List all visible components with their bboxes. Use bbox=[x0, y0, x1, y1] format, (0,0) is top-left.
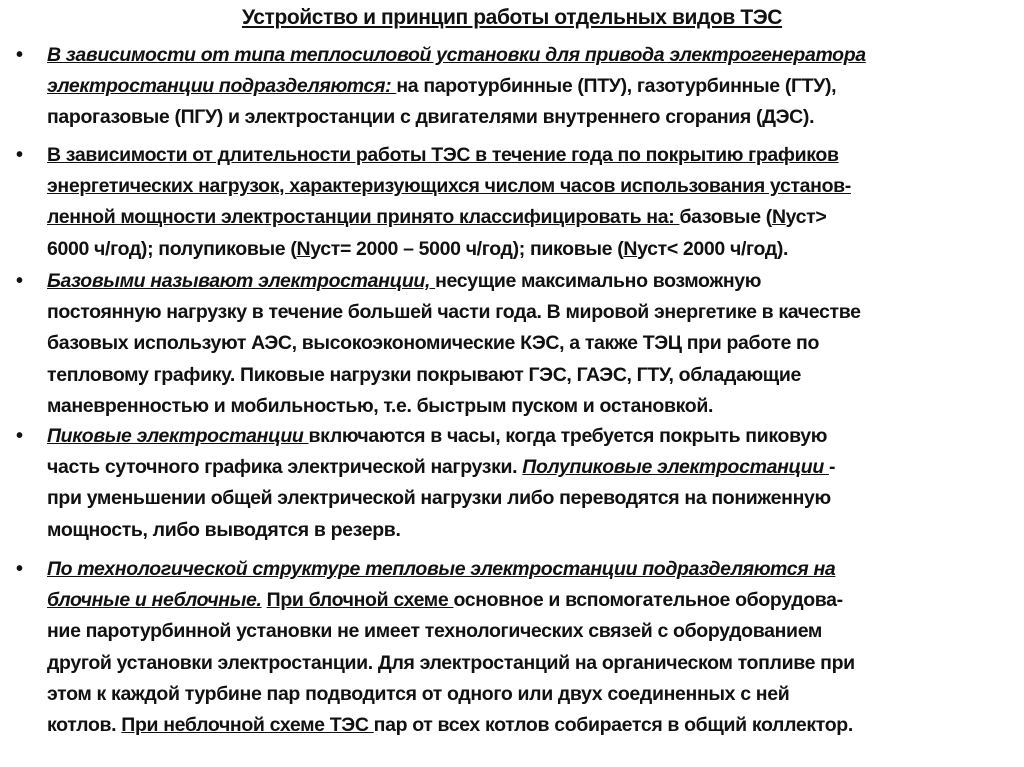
text-segment: пар от всех котлов собирается в общий коллектор. bbox=[373, 714, 853, 736]
text-segment: парогазовые (ПГУ) и электростанции с двигателями внутреннего сгорания (ДЭС). bbox=[47, 106, 815, 129]
bullet-icon: • bbox=[16, 425, 24, 447]
bullet-4-line bbox=[47, 487, 831, 510]
bullet-4-line bbox=[47, 456, 835, 479]
bullet-icon: • bbox=[16, 270, 24, 292]
text-segment: несущие максимально возможную bbox=[435, 270, 762, 292]
text-segment: базовых используют АЭС, высокоэкономические КЭС, а также ТЭЦ при работе по bbox=[47, 332, 820, 355]
text-segment: тепловому графику. Пиковые нагрузки покрывают ГЭС, ГАЭС, ГТУ, обладающие bbox=[47, 363, 802, 386]
emphasized-text: N bbox=[296, 237, 311, 260]
bullet-5-line bbox=[47, 652, 855, 675]
text-segment: основное и вспомогательное оборудова- bbox=[453, 589, 843, 612]
emphasized-text: Полупиковые электростанции bbox=[522, 456, 829, 479]
bullet-2-line bbox=[47, 175, 851, 198]
bullet-5-line bbox=[47, 714, 853, 737]
emphasized-text: Пиковые электростанции bbox=[47, 425, 309, 447]
text-segment: 6000 ч/год); полупиковые ( bbox=[47, 237, 297, 260]
bullet-5-line bbox=[47, 683, 789, 706]
emphasized-text: N bbox=[771, 206, 786, 229]
text-segment: мощность, либо выводятся в резерв. bbox=[47, 518, 401, 541]
bullet-3-line bbox=[47, 395, 713, 418]
text-segment: уст> bbox=[785, 206, 827, 229]
text-segment: маневренностью и мобильностью, т.е. быстрым пуском и остановкой. bbox=[47, 394, 714, 417]
bullet-3-line bbox=[47, 364, 801, 387]
text-segment: котлов. bbox=[47, 714, 122, 736]
emphasized-text: В зависимости от типа теплосиловой установки для привода электрогенератора bbox=[47, 44, 866, 66]
text-segment: постоянную нагрузку в течение большей части года. В мировой энергетике в качестве bbox=[47, 301, 861, 324]
text-segment: уст< 2000 ч/год). bbox=[637, 237, 789, 260]
bullet-3-line bbox=[47, 332, 819, 355]
bullet-icon: • bbox=[16, 144, 24, 166]
text-segment: базовые ( bbox=[679, 206, 772, 229]
text-segment: уст= 2000 – 5000 ч/год); пиковые ( bbox=[310, 237, 624, 260]
emphasized-text: ленной мощности электростанции принято классифицировать на: bbox=[47, 206, 680, 229]
bullet-5-line bbox=[47, 589, 843, 612]
bullet-1-line bbox=[47, 106, 814, 129]
bullet-5-line bbox=[47, 558, 835, 581]
emphasized-text: При блочной схеме bbox=[266, 589, 454, 612]
text-segment: - bbox=[828, 456, 836, 479]
bullet-2-line bbox=[47, 206, 826, 229]
text-segment: этом к каждой турбине пар подводится от одного или двух соединенных с ней bbox=[47, 682, 790, 705]
bullet-icon: • bbox=[16, 558, 24, 580]
text-segment: включаются в часы, когда требуется покрыть пиковую bbox=[308, 425, 828, 447]
emphasized-text: По технологической структуре тепловые электростанции подразделяются на bbox=[47, 558, 836, 580]
bullet-3-line bbox=[47, 270, 761, 293]
bullet-1-line bbox=[47, 75, 836, 98]
emphasized-text: электростанции подразделяются: bbox=[47, 75, 397, 98]
bullet-5-line bbox=[47, 620, 822, 643]
bullet-2-line bbox=[47, 238, 788, 261]
emphasized-text: Базовыми называют электростанции, bbox=[47, 270, 436, 292]
text-segment: на паротурбинные (ПТУ), газотурбинные (ГТУ), bbox=[396, 75, 837, 98]
text-segment: другой установки электростанции. Для электростанций на органическом топливе при bbox=[47, 651, 855, 674]
bullet-icon: • bbox=[16, 44, 24, 66]
emphasized-text: N bbox=[623, 237, 638, 260]
bullet-4-line bbox=[47, 425, 827, 448]
emphasized-text: блочные и неблочные. bbox=[47, 589, 262, 612]
bullet-1-line bbox=[47, 44, 866, 67]
text-segment: при уменьшении общей электрической нагрузки либо переводятся на пониженную bbox=[47, 487, 831, 510]
bullet-2-line bbox=[47, 144, 839, 167]
bullet-3-line bbox=[47, 301, 861, 324]
bullet-4-line bbox=[47, 519, 401, 542]
emphasized-text: В зависимости от длительности работы ТЭС в течение года по покрытию графиков bbox=[47, 144, 839, 166]
slide-title: Устройство и принцип работы отдельных видов ТЭС bbox=[241, 6, 783, 29]
emphasized-text: При неблочной схеме ТЭС bbox=[121, 714, 374, 736]
emphasized-text: энергетических нагрузок, характеризующихся числом часов использования установ- bbox=[47, 175, 851, 198]
text-segment: часть суточного графика электрической нагрузки. bbox=[47, 456, 523, 479]
text-segment: ние паротурбинной установки не имеет технологических связей с оборудованием bbox=[47, 620, 823, 643]
